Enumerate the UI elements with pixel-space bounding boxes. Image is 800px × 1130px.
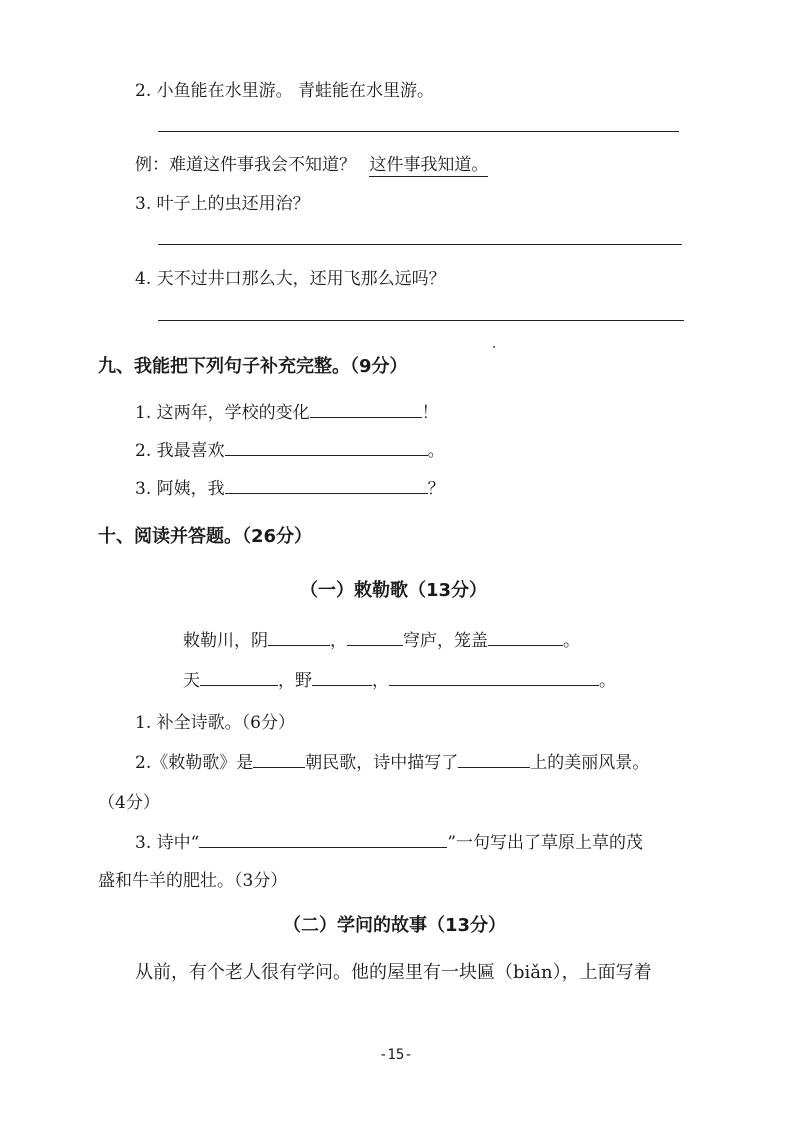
fill-blank[interactable]: [225, 477, 428, 494]
poem-text: 天: [183, 671, 200, 691]
page-number: -15-: [379, 1047, 413, 1063]
sec9-item-2-text: 2. 我最喜欢: [135, 441, 225, 461]
poem-text: 穹庐，笼盖: [403, 631, 488, 651]
exercise-item-4: 4. 天不过井口那么大，还用飞那么远吗？: [135, 269, 446, 289]
question-1: 1. 补全诗歌。（6分）: [135, 713, 295, 733]
section-10-title: 十、阅读并答题。（26分）: [98, 526, 313, 547]
answer-line[interactable]: [158, 244, 682, 245]
poem-line-1: [183, 626, 580, 651]
sec9-item-1: [135, 398, 439, 423]
sec9-item-3: [135, 474, 445, 499]
exercise-item-3: 3. 叶子上的虫还用治？: [135, 194, 310, 214]
poem-text: ，: [372, 671, 389, 691]
question-text: ”一句写出了草原上草的茂: [447, 833, 644, 853]
question-2-score: （4分）: [98, 793, 160, 813]
fill-blank[interactable]: [458, 751, 530, 768]
fill-blank[interactable]: [488, 629, 563, 646]
sec9-item-2: [135, 436, 445, 461]
poem-text: 敕勒川，阴: [183, 631, 268, 651]
question-3-cont: 盛和牛羊的肥壮。（3分）: [98, 871, 288, 891]
fill-blank[interactable]: [310, 401, 422, 418]
answer-line[interactable]: [158, 320, 684, 321]
question-text: 朝民歌，诗中描写了: [305, 753, 459, 773]
story-paragraph: 从前，有个老人很有学问。他的屋里有一块匾（biǎn），上面写着: [135, 962, 652, 983]
example-answer: 这件事我知道。: [369, 155, 489, 175]
poem-line-2: [183, 666, 616, 691]
fill-blank[interactable]: [268, 629, 330, 646]
scan-speck: [493, 346, 495, 348]
example-sentence: [135, 150, 488, 175]
question-text: 上的美丽风景。: [530, 753, 650, 773]
punct: ！: [421, 403, 439, 423]
punct: 。: [427, 441, 445, 461]
fill-blank[interactable]: [389, 669, 599, 686]
section-9-title: 九、我能把下列句子补充完整。（9分）: [98, 356, 408, 377]
question-2: [135, 748, 649, 773]
fill-blank[interactable]: [253, 751, 305, 768]
poem-text: ，野: [278, 671, 312, 691]
answer-line[interactable]: [158, 131, 679, 132]
poem-text: 。: [599, 671, 616, 691]
question-text: 3. 诗中“: [135, 833, 200, 853]
question-3: [135, 828, 643, 853]
poem-text: 。: [563, 631, 580, 651]
fill-blank[interactable]: [312, 669, 372, 686]
poem-text: ，: [330, 631, 347, 651]
exercise-item-2: 2. 小鱼能在水里游。 青蛙能在水里游。: [135, 81, 435, 101]
part-1-title: （一）敕勒歌（13分）: [300, 580, 488, 601]
punct: ？: [427, 479, 445, 499]
sec9-item-1-text: 1. 这两年，学校的变化: [135, 403, 310, 423]
fill-blank[interactable]: [225, 439, 428, 456]
fill-blank[interactable]: [200, 669, 278, 686]
sec9-item-3-text: 3. 阿姨，我: [135, 479, 225, 499]
fill-blank[interactable]: [199, 831, 447, 848]
question-text: 2.《敕勒歌》是: [135, 753, 254, 773]
fill-blank[interactable]: [347, 629, 403, 646]
part-2-title: （二）学问的故事（13分）: [283, 915, 507, 936]
example-question: 例：难道这件事我会不知道？: [135, 155, 356, 175]
